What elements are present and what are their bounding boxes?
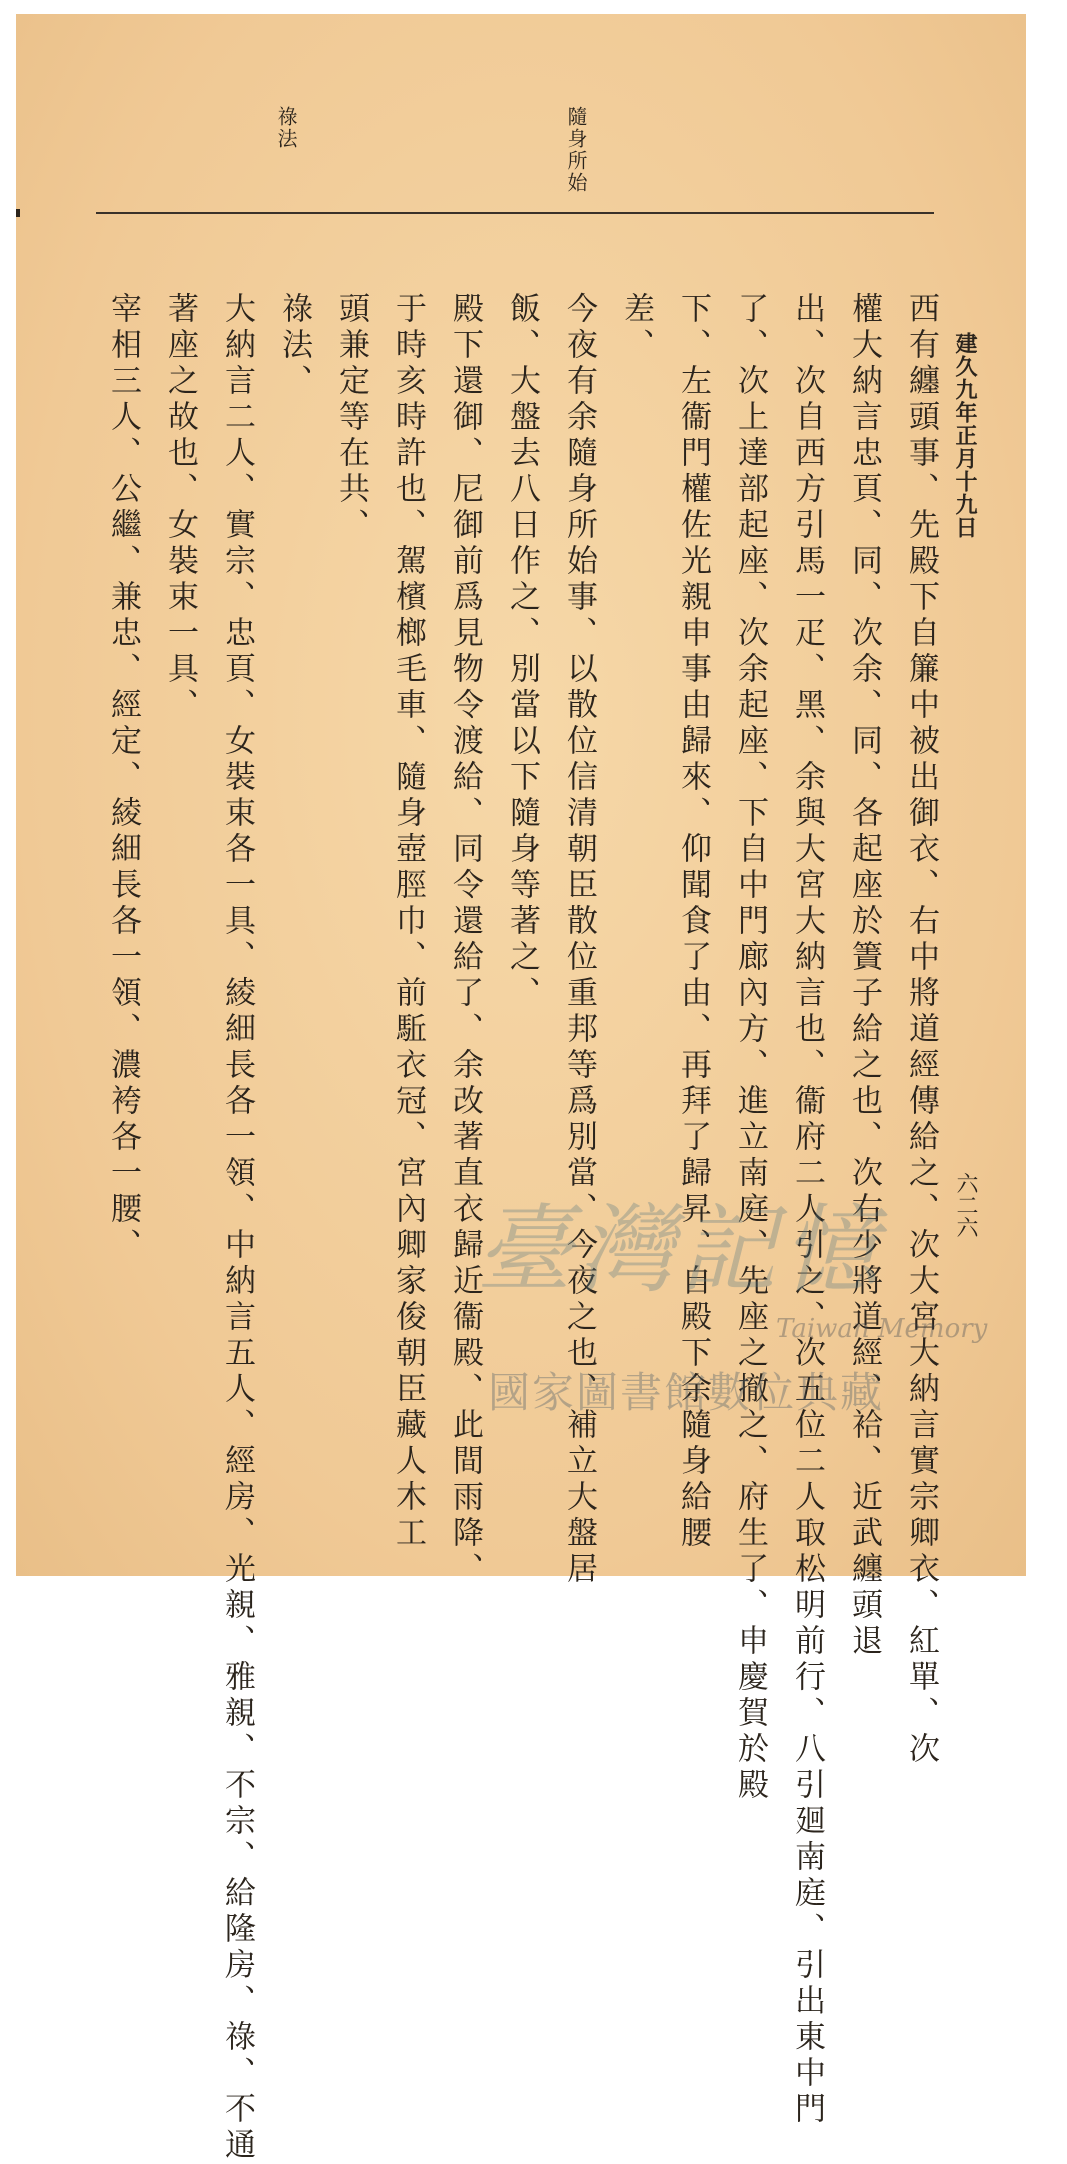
entry-date: 建久九年正月十九日 — [952, 332, 978, 539]
text-column: 西有纏頭事、先殿下自簾中被出御衣、右中將道經傳給之、次大宮大納言實宗卿衣、紅單、次 — [903, 292, 939, 1768]
watermark-english: Taiwan Memory — [776, 1314, 988, 1344]
headnote-left: 祿法 — [274, 106, 298, 150]
text-column: 殿下還御、尼御前爲見物令渡給、同令還給了、余改著直衣歸近衞殿、此間雨降、 — [447, 292, 483, 1588]
header-rule — [96, 212, 934, 214]
text-column: 今夜有余隨身所始事、以散位信清朝臣散位重邦等爲別當、今夜之也、補立大盤居 — [561, 292, 597, 1588]
text-column: 了、次上達部起座、次余起座、下自中門廊內方、進立南庭、先座之撤之、府生了、申慶賀於殿 — [732, 292, 768, 1804]
watermark-brush-logo: 臺灣記憶 — [476, 1194, 884, 1306]
binding-mark — [16, 209, 20, 217]
text-column: 祿法、 — [276, 292, 312, 400]
text-column: 權大納言忠頁、同、次余、同、各起座於簀子給之也、次右少將道經、袷、近武纏頭退 — [846, 292, 882, 1660]
text-column: 飯、大盤去八日作之、別當以下隨身等著之、 — [504, 292, 540, 1012]
text-column: 出、次自西方引馬一疋、黑、余與大宮大納言也、衞府二人引之、次五位二人取松明前行、八引廻南庭、引出東中門 — [789, 292, 825, 2128]
page-number: 六二六 — [953, 1172, 978, 1238]
text-column: 差、 — [618, 292, 654, 364]
text-column: 著座之故也、女裝束一具、 — [162, 292, 198, 724]
text-column: 于時亥時許也、駕檳榔毛車、隨身壺脛巾、前駈衣冠、宮內卿家俊朝臣藏人木工 — [390, 292, 426, 1552]
text-column: 宰相三人、公繼、兼忠、經定、綾細長各一領、濃袴各一腰、 — [105, 292, 141, 1264]
headnote-right: 隨身所始 — [564, 106, 588, 194]
document-page — [16, 14, 1026, 2164]
text-column: 下、左衞門權佐光親申事由歸來、仰聞食了由、再拜了歸昇、自殿下余隨身給腰 — [675, 292, 711, 1552]
text-column: 大納言二人、實宗、忠頁、女裝束各一具、綾細長各一領、中納言五人、經房、光親、雅親、不宗、給隆房、祿、不通 — [219, 292, 255, 2164]
watermark-institution: 國家圖書館數位典藏 — [488, 1368, 885, 1417]
text-column: 頭兼定等在共、 — [333, 292, 369, 544]
